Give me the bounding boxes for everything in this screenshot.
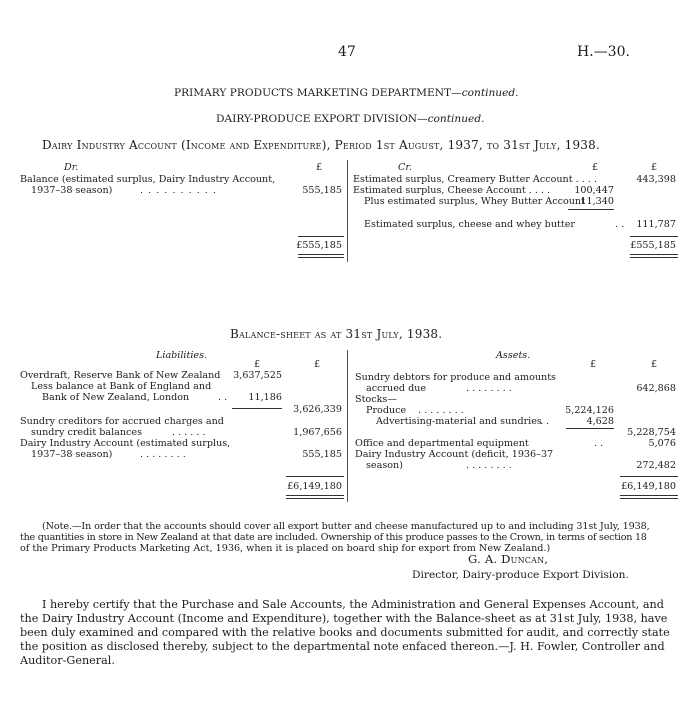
account-title: Dairy Industry Account (Income and Expenditure), Period 1st August, 1937, to 31st July, 1938. xyxy=(42,138,600,152)
cr-total: £555,185 xyxy=(630,240,676,251)
asset-produce: 5,224,126 xyxy=(565,405,614,416)
liabilities-inner-currency: £ xyxy=(254,359,261,370)
certificate-line-5: Auditor-General. xyxy=(20,654,115,667)
liability-dairy-surplus: 555,185 xyxy=(302,449,342,460)
cr-total-rule-top xyxy=(630,236,678,237)
dr-total-rule-2 xyxy=(298,257,344,258)
certificate-line-3: been duly examined and compared with the relative books and documents submitted for audit, and correctly state xyxy=(20,626,670,639)
asset-total-rule-top xyxy=(620,476,678,477)
cr-total-rule-2 xyxy=(630,257,678,258)
liability-line-6: Dairy Industry Account (estimated surplus, xyxy=(20,438,231,449)
assets-inner-currency: £ xyxy=(590,359,597,370)
certificate-line-1: I hereby certify that the Purchase and Sale Accounts, the Administration and General Expenses Account, and xyxy=(42,598,664,611)
note-line-1: (Note.—In order that the accounts should cover all export butter and cheese manufactured up to and including 31st July, 1938, xyxy=(42,521,650,532)
asset-subtotal-rule xyxy=(566,428,614,429)
asset-line-8: season) xyxy=(366,460,403,471)
cr-line-1-amount: 443,398 xyxy=(636,174,676,185)
note-line-2: the quantities in store in New Zealand at that date are included. Ownership of this produce passes to the Crown, in terms of section 18 xyxy=(20,532,647,543)
asset-line-5-dots: . . xyxy=(540,416,550,427)
liability-line-5-dots: . . . . . . xyxy=(172,427,206,438)
asset-office-equipment: 5,076 xyxy=(648,438,676,449)
assets-label: Assets. xyxy=(496,350,531,361)
cr-label: Cr. xyxy=(398,162,412,173)
liability-line-5: sundry credit balances xyxy=(31,427,143,438)
liability-total-rule-top xyxy=(286,476,344,477)
cr-currency: £ xyxy=(651,162,658,173)
cr-inner-currency: £ xyxy=(592,162,599,173)
liability-line-3: Bank of New Zealand, London xyxy=(42,392,190,403)
asset-total: £6,149,180 xyxy=(621,481,676,492)
asset-line-8-dots: . . . . . . . . xyxy=(466,460,512,471)
balance-divider xyxy=(347,350,348,502)
dr-dots: . . . . . . . . . . xyxy=(140,185,217,196)
liability-line-4: Sundry creditors for accrued charges and xyxy=(20,416,224,427)
liability-net-overdraft: 3,626,339 xyxy=(293,404,342,415)
asset-total-rule-2 xyxy=(620,498,678,499)
cr-line-2-inner: 100,447 xyxy=(574,185,614,196)
cr-line-1: Estimated surplus, Creamery Butter Account . . . . xyxy=(353,174,597,185)
liability-line-7: 1937–38 season) xyxy=(31,449,113,460)
liability-subtotal-rule xyxy=(232,408,282,409)
certificate-line-2: the Dairy Industry Account (Income and Expenditure), together with the Balance-sheet as at 31st July, 1938, have xyxy=(20,612,668,625)
dr-amount: 555,185 xyxy=(302,185,342,196)
cr-subtotal-rule xyxy=(568,209,614,210)
liabilities-currency: £ xyxy=(314,359,321,370)
liabilities-label: Liabilities. xyxy=(156,350,208,361)
cr-line-3: Plus estimated surplus, Whey Butter Account xyxy=(364,196,585,207)
asset-line-2: accrued due xyxy=(366,383,427,394)
liability-line-7-dots: . . . . . . . . xyxy=(140,449,186,460)
signature-name: G. A. Duncan, xyxy=(468,552,549,566)
cr-line-4-dots: . . xyxy=(615,219,625,230)
dr-line-2: 1937–38 season) xyxy=(31,185,113,196)
asset-line-5: Advertising-material and sundries xyxy=(376,416,542,427)
assets-currency: £ xyxy=(651,359,658,370)
liability-line-3-dots: . . xyxy=(218,392,228,403)
dr-currency: £ xyxy=(316,162,323,173)
dr-total-rule-top xyxy=(298,236,344,237)
asset-line-7: Dairy Industry Account (deficit, 1936–37 xyxy=(355,449,554,460)
division-title: DAIRY-PRODUCE EXPORT DIVISION—continued. xyxy=(216,113,485,125)
certificate-line-4: the position as disclosed thereby, subject to the departmental note enfaced thereon.—J. H. Fowler, Controller and xyxy=(20,640,665,653)
cr-line-3-inner: 11,340 xyxy=(580,196,614,207)
note-line-3: of the Primary Products Marketing Act, 1936, when it is placed on board ship for export from New Zealand.) xyxy=(20,543,551,554)
liability-less-balance: 11,186 xyxy=(248,392,282,403)
signature-title: Director, Dairy-produce Export Division. xyxy=(412,569,629,581)
liability-overdraft: 3,637,525 xyxy=(233,370,282,381)
dr-label: Dr. xyxy=(64,162,79,173)
asset-total-rule-1 xyxy=(620,495,678,496)
liability-sundry-creditors: 1,967,656 xyxy=(293,427,342,438)
document-reference: H.—30. xyxy=(577,44,630,60)
cr-line-4: Estimated surplus, cheese and whey butter xyxy=(364,219,575,230)
liability-line-1: Overdraft, Reserve Bank of New Zealand xyxy=(20,370,221,381)
balance-sheet-title: Balance-sheet as at 31st July, 1938. xyxy=(230,327,443,341)
asset-line-6-dots: . . xyxy=(594,438,604,449)
asset-stocks-total: 5,228,754 xyxy=(627,427,676,438)
asset-line-2-dots: . . . . . . . . xyxy=(466,383,512,394)
asset-line-6: Office and departmental equipment xyxy=(355,438,529,449)
asset-advertising: 4,628 xyxy=(586,416,614,427)
asset-sundry-debtors: 642,868 xyxy=(636,383,676,394)
asset-line-4-dots: . . . . . . . . xyxy=(418,405,464,416)
page-number: 47 xyxy=(338,44,356,60)
account-divider xyxy=(347,160,348,262)
cr-total-rule-1 xyxy=(630,254,678,255)
liability-total-rule-1 xyxy=(286,495,344,496)
asset-line-3: Stocks— xyxy=(355,394,397,405)
cr-line-4-amount: 111,787 xyxy=(636,219,676,230)
liability-total: £6,149,180 xyxy=(287,481,342,492)
dr-total-rule-1 xyxy=(298,254,344,255)
asset-line-4: Produce xyxy=(366,405,407,416)
asset-dairy-deficit: 272,482 xyxy=(636,460,676,471)
department-title: PRIMARY PRODUCTS MARKETING DEPARTMENT—continued. xyxy=(174,87,519,99)
liability-total-rule-2 xyxy=(286,498,344,499)
liability-line-2: Less balance at Bank of England and xyxy=(31,381,212,392)
dr-line-1: Balance (estimated surplus, Dairy Industry Account, xyxy=(20,174,276,185)
dr-total: £555,185 xyxy=(296,240,342,251)
cr-line-2: Estimated surplus, Cheese Account . . . . xyxy=(353,185,551,196)
asset-line-1: Sundry debtors for produce and amounts xyxy=(355,372,556,383)
